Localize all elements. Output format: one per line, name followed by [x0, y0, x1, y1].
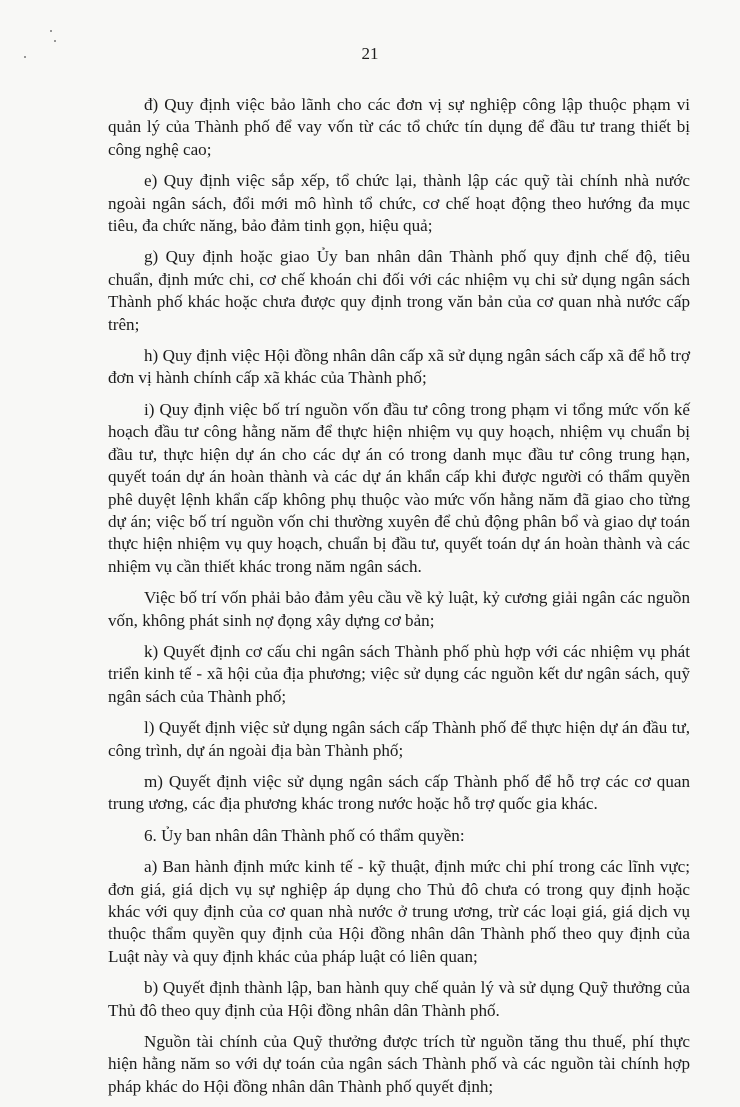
paragraph-g: g) Quy định hoặc giao Ủy ban nhân dân Thành phố quy định chế độ, tiêu chuẩn, định mức chi, cơ chế khoán chi đối với các nhiệm vụ chi sử dụng ngân sách Thành phố khác hoặc chưa được quy định trong văn bản của cơ quan nhà nước cấp trên;: [108, 247, 690, 334]
paragraph-m: m) Quyết định việc sử dụng ngân sách cấp Thành phố để hỗ trợ các cơ quan trung ương, các địa phương khác trong nước hoặc hỗ trợ quốc gia khác.: [108, 771, 690, 814]
paragraph-e: e) Quy định việc sắp xếp, tổ chức lại, thành lập các quỹ tài chính nhà nước ngoài ngân sách, đổi mới mô hình tổ chức, cơ chế hoạt động theo hướng đa mục tiêu, đa chức năng, bảo đảm tinh gọn, hiệu quả;: [108, 171, 690, 236]
paragraph-6a: a) Ban hành định mức kinh tế - kỹ thuật, định mức chi phí trong các lĩnh vực; đơn giá, giá dịch vụ sự nghiệp áp dụng cho Thủ đô chưa có trong quy định hoặc khác với quy định của cơ quan nhà nước ở trung ương, trừ các loại giá, giá dịch vụ thuộc thẩm quyền quy định của Hội đồng nhân dân Thành phố theo quy định của Luật này và quy định khác của pháp luật có liên quan;: [108, 857, 690, 966]
page-number: 21: [361, 44, 379, 63]
section-6-heading: 6. Ủy ban nhân dân Thành phố có thẩm quyền:: [144, 825, 465, 845]
paragraph-6b: b) Quyết định thành lập, ban hành quy chế quản lý và sử dụng Quỹ thưởng của Thủ đô theo quy định của Hội đồng nhân dân Thành phố.: [108, 978, 690, 1020]
paragraph-6b-continued: Nguồn tài chính của Quỹ thưởng được trích từ nguồn tăng thu thuế, phí thực hiện hằng năm so với dự toán của ngân sách Thành phố và các nguồn tài chính hợp pháp khác do Hội đồng nhân dân Thành phố quyết định;: [108, 1032, 690, 1096]
document-body: [108, 94, 690, 1107]
scan-speck: [50, 30, 52, 32]
paragraph-k: k) Quyết định cơ cấu chi ngân sách Thành phố phù hợp với các nhiệm vụ phát triển kinh tế - xã hội của địa phương; việc sử dụng các nguồn kết dư ngân sách, quỹ ngân sách của Thành phố;: [108, 641, 690, 706]
scan-speck: [54, 40, 56, 42]
paragraph-h: h) Quy định việc Hội đồng nhân dân cấp xã sử dụng ngân sách cấp xã để hỗ trợ đơn vị hành chính cấp xã khác của Thành phố;: [108, 346, 690, 388]
paragraph-i: i) Quy định việc bố trí nguồn vốn đầu tư công trong phạm vi tổng mức vốn kế hoạch đầu tư công hằng năm để thực hiện nhiệm vụ quy hoạch, nhiệm vụ chuẩn bị đầu tư, thực hiện dự án cho các dự án có trong danh mục đầu tư công trung hạn, quyết toán dự án hoàn thành và các dự án khẩn cấp khi được người có thẩm quyền phê duyệt lệnh khẩn cấp không phụ thuộc vào mức vốn hằng năm đã giao cho từng dự án; việc bố trí nguồn vốn chi thường xuyên để chủ động phân bổ và giao dự toán thực hiện nhiệm vụ quy hoạch, chuẩn bị đầu tư, quyết toán dự án hoàn thành và các nhiệm vụ cần thiết khác trong năm ngân sách.: [108, 399, 690, 576]
paragraph-i-continued: Việc bố trí vốn phải bảo đảm yêu cầu về kỷ luật, kỷ cương giải ngân các nguồn vốn, không phát sinh nợ đọng xây dựng cơ bản;: [108, 588, 690, 630]
paragraph-d: đ) Quy định việc bảo lãnh cho các đơn vị sự nghiệp công lập thuộc phạm vi quản lý của Thành phố để vay vốn từ các tổ chức tín dụng để đầu tư trang thiết bị công nghệ cao;: [108, 95, 690, 159]
paragraph-l: l) Quyết định việc sử dụng ngân sách cấp Thành phố để thực hiện dự án đầu tư, công trình, dự án ngoài địa bàn Thành phố;: [108, 718, 690, 760]
